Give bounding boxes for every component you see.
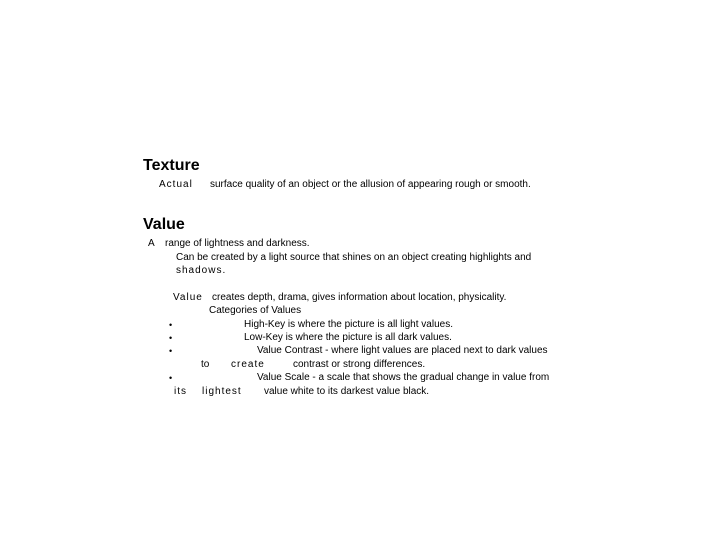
contrast-continuation-to: to xyxy=(201,359,210,370)
scale-continuation-rest: value white to its darkest value black. xyxy=(264,386,430,397)
bullet-icon: • xyxy=(169,320,173,330)
category-low-key: Low-Key is where the picture is all dark values. xyxy=(244,332,452,343)
value-source-line-1: Can be created by a light source that shines on an object creating highlights and xyxy=(176,252,532,263)
value-heading: Value xyxy=(143,216,185,233)
contrast-continuation-rest: contrast or strong differences. xyxy=(293,359,426,370)
scale-continuation-its: its xyxy=(174,386,187,397)
value-creates-text: creates depth, drama, gives information about location, physicality. xyxy=(212,292,507,303)
texture-definition: surface quality of an object or the allusion of appearing rough or smooth. xyxy=(210,179,531,190)
bullet-icon: • xyxy=(169,346,173,356)
value-creates-prefix: Value xyxy=(173,292,203,303)
bullet-icon: • xyxy=(169,373,173,383)
contrast-continuation-create: create xyxy=(231,359,265,370)
value-intro-text: range of lightness and darkness. xyxy=(165,238,310,249)
category-high-key: High-Key is where the picture is all light values. xyxy=(244,319,453,330)
bullet-icon: • xyxy=(169,333,173,343)
value-intro-prefix: A xyxy=(148,238,155,249)
scale-continuation-lightest: lightest xyxy=(202,386,242,397)
texture-term: Actual xyxy=(159,179,193,190)
categories-title: Categories of Values xyxy=(209,305,302,316)
category-value-scale: Value Scale - a scale that shows the gradual change in value from xyxy=(257,372,550,383)
category-value-contrast: Value Contrast - where light values are placed next to dark values xyxy=(257,345,548,356)
value-source-line-2: shadows. xyxy=(176,265,227,276)
texture-heading: Texture xyxy=(143,157,200,174)
